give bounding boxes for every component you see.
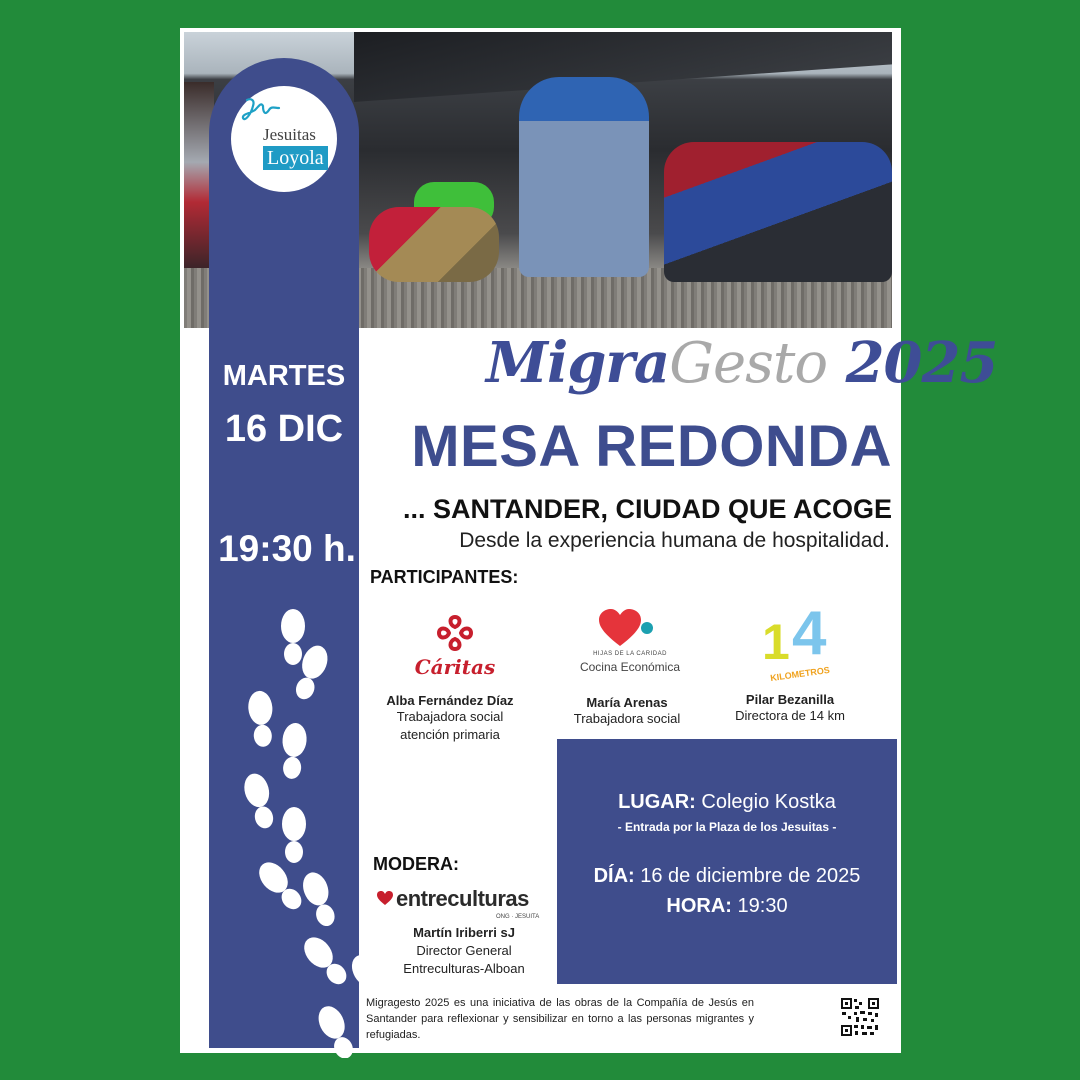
- event-subtitle: ... SANTANDER, CIUDAD QUE ACOGE: [402, 494, 892, 524]
- event-time: 19:30 h.: [218, 528, 356, 569]
- participant-card: [365, 693, 535, 744]
- participant-name: Pilar Bezanilla: [745, 692, 835, 707]
- title-gesto: Gesto: [669, 331, 828, 396]
- arrows-icon: 4: [792, 599, 827, 668]
- participant-role: Trabajadora social: [573, 711, 681, 726]
- migragesto-title: [486, 328, 997, 399]
- logo-line2: Loyola: [263, 146, 328, 170]
- sidebar-banner: [209, 58, 359, 1048]
- photo-bundle-right: [664, 142, 892, 282]
- qr-code-icon[interactable]: [840, 997, 880, 1037]
- photo-bundle-left: [369, 207, 499, 282]
- heart-icon: [597, 608, 643, 648]
- jesuitas-loyola-logo: [231, 86, 337, 192]
- event-info-box: [557, 739, 897, 984]
- logo-line1: Jesuitas: [263, 125, 316, 144]
- moderator-label: MODERA:: [373, 854, 459, 874]
- footprint: [247, 690, 276, 748]
- participant-role: Trabajadora social: [396, 709, 504, 724]
- event-date: 16 DIC: [224, 408, 344, 450]
- title-migra: Migra: [486, 330, 670, 396]
- participant-role: Directora de 14 km: [735, 708, 845, 723]
- footprint: [279, 722, 308, 780]
- date-line: [557, 865, 897, 888]
- moderator-info: [376, 924, 552, 978]
- participants-label: PARTICIPANTES:: [370, 567, 519, 587]
- footprint: [282, 807, 306, 863]
- caritas-logo: [400, 613, 510, 683]
- jesuitas-script-icon: [241, 96, 281, 126]
- footprints-icon: [209, 598, 374, 1058]
- footer-description: Migragesto 2025 es una iniciativa de las obras de la Compañía de Jesús en Santander para reflexionar y sensibilizar en torno a las personas migrantes y refugiadas.: [366, 997, 754, 1041]
- cocina-economica-text: Cocina Económica: [579, 660, 681, 674]
- hijas-caridad-text: HIJAS DE LA CARIDAD: [593, 651, 667, 657]
- event-weekday: MARTES: [222, 360, 346, 392]
- km-word: KILOMETROS: [769, 664, 831, 684]
- footprint: [241, 771, 279, 831]
- footprint: [281, 609, 305, 665]
- entreculturas-wordmark: entreculturas: [396, 886, 529, 911]
- caritas-cross-icon: [435, 613, 475, 653]
- 14-kilometros-logo: [760, 599, 860, 684]
- heart-icon: [376, 890, 394, 906]
- mesa-redonda-heading: MESA REDONDA: [411, 414, 892, 479]
- ong-jesuita-text: ONG · JESUITA: [496, 914, 540, 920]
- participant-name: María Arenas: [586, 695, 668, 710]
- moderator-name: Martín Iriberri sJ: [413, 925, 515, 940]
- date-label: DÍA:: [593, 865, 635, 887]
- moderator-org: Entreculturas-Alboan: [403, 961, 525, 976]
- footprint: [314, 1002, 359, 1058]
- person-dot-icon: [641, 622, 653, 634]
- event-tagline: Desde la experiencia humana de hospitalidad.: [459, 529, 890, 552]
- participant-card: [542, 695, 712, 728]
- time-label: HORA:: [666, 895, 732, 917]
- time-value: 19:30: [737, 895, 788, 917]
- venue-label: LUGAR:: [618, 791, 696, 813]
- title-year: 2025: [845, 330, 998, 396]
- photo-person: [519, 77, 649, 277]
- km-number-one: 1: [762, 614, 790, 670]
- participant-card: [705, 692, 875, 725]
- entreculturas-logo: [376, 886, 551, 922]
- date-value: 16 de diciembre de 2025: [640, 865, 861, 887]
- participant-name: Alba Fernández Díaz: [386, 693, 514, 708]
- time-line: [557, 895, 897, 918]
- poster: [180, 28, 998, 1053]
- venue-line: [557, 791, 897, 814]
- footprint: [253, 857, 307, 915]
- footprint: [299, 869, 341, 930]
- cocina-economica-logo: [575, 606, 685, 678]
- entrance-note: - Entrada por la Plaza de los Jesuitas -: [617, 820, 837, 834]
- moderator-role: Director General: [416, 943, 512, 958]
- participant-role-2: atención primaria: [400, 727, 500, 742]
- footprint: [298, 932, 352, 990]
- caritas-wordmark: Cáritas: [414, 655, 496, 679]
- venue-value: Colegio Kostka: [701, 791, 836, 813]
